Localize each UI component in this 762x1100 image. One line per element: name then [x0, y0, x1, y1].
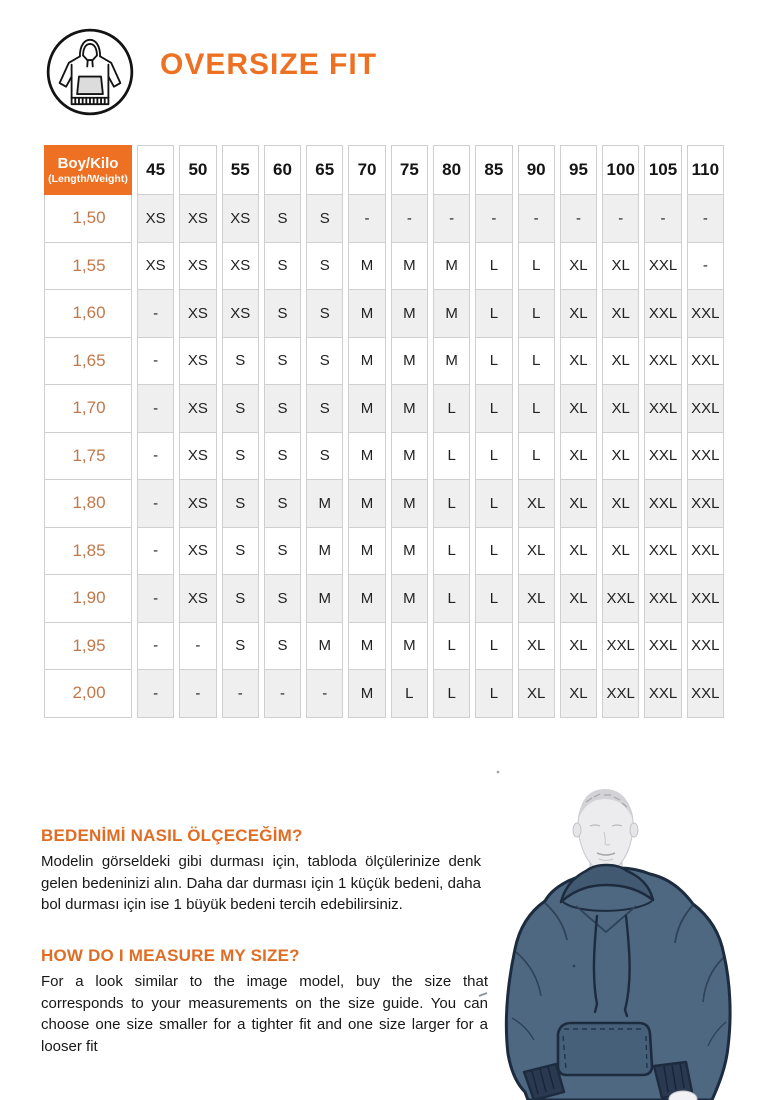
size-value-cell: L	[475, 243, 512, 291]
height-label-cell: 1,55	[44, 243, 132, 291]
size-value-cell: M	[348, 290, 385, 338]
size-value-cell: XS	[179, 480, 216, 528]
size-value-cell: M	[348, 385, 385, 433]
size-value-cell: -	[137, 433, 174, 481]
size-value-cell: M	[391, 338, 428, 386]
weight-header-cell: 85	[475, 145, 512, 195]
size-value-cell: -	[433, 195, 470, 243]
size-value-cell: M	[391, 528, 428, 576]
size-value-cell: XL	[560, 528, 597, 576]
size-value-cell: -	[518, 195, 555, 243]
size-value-cell: -	[137, 623, 174, 671]
size-value-cell: S	[306, 195, 343, 243]
size-value-cell: XS	[137, 243, 174, 291]
section-body-turkish: Modelin görseldeki gibi durması için, tabloda ölçülerinize denk gelen bedeninizi alın. Daha dar durması için 1 küçük bedeni, daha bol durması için ise 1 büyük bedeni tercih edebilirsiniz.	[41, 853, 481, 913]
size-value-cell: S	[264, 480, 301, 528]
size-value-cell: XXL	[644, 433, 681, 481]
weight-header-cell: 80	[433, 145, 470, 195]
size-value-cell: -	[391, 195, 428, 243]
size-value-cell: S	[264, 433, 301, 481]
height-label-cell: 1,60	[44, 290, 132, 338]
size-value-cell: M	[348, 433, 385, 481]
size-value-cell: L	[475, 385, 512, 433]
size-value-cell: S	[264, 385, 301, 433]
height-label-cell: 1,65	[44, 338, 132, 386]
size-value-cell: XXL	[687, 290, 724, 338]
size-table-row	[44, 433, 724, 481]
size-value-cell: XL	[602, 243, 639, 291]
size-value-cell: XS	[179, 575, 216, 623]
weight-header-cell: 60	[264, 145, 301, 195]
size-value-cell: XL	[602, 290, 639, 338]
size-chart-table	[39, 145, 729, 718]
size-value-cell: S	[222, 338, 259, 386]
height-label-cell: 1,70	[44, 385, 132, 433]
size-value-cell: S	[264, 338, 301, 386]
section-heading-turkish: BEDENİMİ NASIL ÖLÇECEĞİM?	[41, 826, 303, 845]
hoodie-model-illustration	[478, 766, 762, 1100]
size-value-cell: M	[391, 480, 428, 528]
size-value-cell: S	[306, 243, 343, 291]
size-table-row	[44, 290, 724, 338]
size-value-cell: S	[222, 575, 259, 623]
size-value-cell: XS	[222, 195, 259, 243]
size-value-cell: -	[602, 195, 639, 243]
size-value-cell: XXL	[687, 385, 724, 433]
size-value-cell: XS	[179, 338, 216, 386]
size-value-cell: -	[644, 195, 681, 243]
size-value-cell: -	[560, 195, 597, 243]
size-value-cell: M	[306, 480, 343, 528]
size-value-cell: XXL	[644, 623, 681, 671]
weight-header-cell: 100	[602, 145, 639, 195]
size-value-cell: XS	[179, 528, 216, 576]
size-value-cell: M	[348, 243, 385, 291]
size-value-cell: L	[475, 623, 512, 671]
size-value-cell: -	[687, 243, 724, 291]
size-value-cell: XXL	[602, 623, 639, 671]
height-label-cell: 1,80	[44, 480, 132, 528]
size-value-cell: XXL	[687, 338, 724, 386]
hoodie-model-sketch-svg	[478, 766, 762, 1100]
size-value-cell: XL	[560, 575, 597, 623]
height-label-cell: 1,50	[44, 195, 132, 243]
weight-header-cell: 90	[518, 145, 555, 195]
size-value-cell: XXL	[644, 243, 681, 291]
table-header-row	[44, 145, 724, 195]
size-value-cell: L	[433, 385, 470, 433]
size-value-cell: -	[137, 528, 174, 576]
size-value-cell: L	[433, 670, 470, 718]
size-value-cell: L	[475, 670, 512, 718]
size-value-cell: -	[348, 195, 385, 243]
corner-label-primary: Boy/Kilo	[57, 154, 119, 172]
size-value-cell: XL	[602, 338, 639, 386]
size-table-row	[44, 623, 724, 671]
size-value-cell: XXL	[644, 290, 681, 338]
size-value-cell: XXL	[687, 528, 724, 576]
size-value-cell: M	[348, 575, 385, 623]
size-value-cell: M	[306, 528, 343, 576]
size-table-row	[44, 670, 724, 718]
size-value-cell: XXL	[687, 480, 724, 528]
weight-header-cell: 95	[560, 145, 597, 195]
size-value-cell: L	[475, 480, 512, 528]
size-value-cell: M	[391, 623, 428, 671]
size-value-cell: M	[391, 243, 428, 291]
size-value-cell: -	[137, 480, 174, 528]
size-value-cell: S	[264, 243, 301, 291]
size-value-cell: M	[348, 670, 385, 718]
weight-header-cell: 75	[391, 145, 428, 195]
size-value-cell: XL	[518, 528, 555, 576]
size-value-cell: XXL	[687, 670, 724, 718]
size-value-cell: L	[475, 338, 512, 386]
size-value-cell: S	[264, 290, 301, 338]
size-value-cell: -	[222, 670, 259, 718]
size-value-cell: XL	[560, 290, 597, 338]
size-value-cell: S	[264, 528, 301, 576]
size-value-cell: M	[433, 243, 470, 291]
size-value-cell: M	[348, 338, 385, 386]
size-value-cell: S	[222, 480, 259, 528]
size-value-cell: S	[222, 433, 259, 481]
size-value-cell: S	[264, 195, 301, 243]
size-value-cell: XXL	[644, 385, 681, 433]
size-table-row	[44, 528, 724, 576]
size-value-cell: M	[348, 623, 385, 671]
size-value-cell: XXL	[644, 528, 681, 576]
size-table-row	[44, 243, 724, 291]
size-value-cell: -	[137, 575, 174, 623]
size-value-cell: -	[306, 670, 343, 718]
size-value-cell: L	[433, 433, 470, 481]
size-value-cell: L	[433, 528, 470, 576]
size-value-cell: M	[348, 528, 385, 576]
size-value-cell: L	[475, 290, 512, 338]
corner-label-secondary: (Length/Weight)	[48, 172, 128, 185]
size-value-cell: XS	[179, 243, 216, 291]
size-value-cell: XXL	[644, 575, 681, 623]
size-value-cell: XXL	[644, 338, 681, 386]
size-value-cell: XL	[518, 623, 555, 671]
size-value-cell: XL	[560, 670, 597, 718]
size-value-cell: XL	[560, 385, 597, 433]
size-value-cell: XS	[179, 385, 216, 433]
size-value-cell: L	[433, 575, 470, 623]
size-value-cell: -	[137, 338, 174, 386]
size-value-cell: XL	[560, 623, 597, 671]
weight-header-cell: 65	[306, 145, 343, 195]
size-value-cell: XL	[560, 433, 597, 481]
size-table-row	[44, 480, 724, 528]
page-title: OVERSIZE FIT	[160, 48, 378, 81]
size-value-cell: L	[433, 623, 470, 671]
size-value-cell: M	[391, 290, 428, 338]
height-label-cell: 1,75	[44, 433, 132, 481]
size-value-cell: XL	[560, 480, 597, 528]
size-value-cell: L	[433, 480, 470, 528]
size-value-cell: XXL	[602, 670, 639, 718]
size-value-cell: -	[179, 670, 216, 718]
size-value-cell: L	[518, 290, 555, 338]
size-value-cell: XL	[602, 480, 639, 528]
size-value-cell: -	[179, 623, 216, 671]
weight-header-cell: 50	[179, 145, 216, 195]
size-value-cell: S	[306, 290, 343, 338]
size-value-cell: L	[518, 433, 555, 481]
size-value-cell: S	[264, 623, 301, 671]
size-value-cell: M	[433, 338, 470, 386]
size-value-cell: XS	[179, 195, 216, 243]
size-value-cell: M	[348, 480, 385, 528]
section-heading-english: HOW DO I MEASURE MY SIZE?	[41, 946, 300, 965]
size-value-cell: L	[475, 528, 512, 576]
size-value-cell: S	[306, 385, 343, 433]
weight-header-cell: 45	[137, 145, 174, 195]
size-value-cell: -	[264, 670, 301, 718]
size-value-cell: XS	[222, 290, 259, 338]
size-value-cell: S	[306, 338, 343, 386]
size-value-cell: XS	[179, 433, 216, 481]
size-value-cell: M	[391, 385, 428, 433]
corner-header-cell	[44, 145, 132, 195]
size-value-cell: -	[137, 670, 174, 718]
size-value-cell: XXL	[644, 670, 681, 718]
size-value-cell: M	[306, 623, 343, 671]
size-value-cell: -	[137, 290, 174, 338]
size-value-cell: XL	[560, 338, 597, 386]
size-value-cell: L	[475, 575, 512, 623]
height-label-cell: 1,95	[44, 623, 132, 671]
size-value-cell: XL	[602, 385, 639, 433]
size-value-cell: XL	[518, 670, 555, 718]
size-value-cell: XL	[518, 480, 555, 528]
size-value-cell: XXL	[644, 480, 681, 528]
weight-header-cell: 105	[644, 145, 681, 195]
weight-header-cell: 55	[222, 145, 259, 195]
size-value-cell: M	[306, 575, 343, 623]
size-value-cell: M	[391, 575, 428, 623]
weight-header-cell: 110	[687, 145, 724, 195]
height-label-cell: 1,90	[44, 575, 132, 623]
size-value-cell: XL	[602, 433, 639, 481]
brand-header	[44, 26, 377, 118]
size-value-cell: S	[222, 528, 259, 576]
size-table-row	[44, 575, 724, 623]
size-value-cell: -	[687, 195, 724, 243]
size-value-cell: XXL	[687, 433, 724, 481]
size-value-cell: XXL	[602, 575, 639, 623]
size-value-cell: L	[475, 433, 512, 481]
size-value-cell: L	[391, 670, 428, 718]
size-value-cell: S	[264, 575, 301, 623]
size-value-cell: XS	[222, 243, 259, 291]
size-value-cell: XL	[560, 243, 597, 291]
height-label-cell: 2,00	[44, 670, 132, 718]
size-value-cell: S	[306, 433, 343, 481]
size-value-cell: -	[475, 195, 512, 243]
size-value-cell: XS	[179, 290, 216, 338]
size-value-cell: L	[518, 243, 555, 291]
size-value-cell: S	[222, 623, 259, 671]
size-value-cell: M	[391, 433, 428, 481]
section-body-english: For a look similar to the image model, buy the size that corresponds to your measurements on the size guide. You can choose one size smaller for a tighter fit and one size larger for a looser fit	[41, 973, 488, 1055]
size-value-cell: XL	[602, 528, 639, 576]
size-value-cell: XXL	[687, 575, 724, 623]
size-value-cell: L	[518, 385, 555, 433]
size-value-cell: XS	[137, 195, 174, 243]
hoodie-badge-icon	[44, 26, 136, 118]
size-value-cell: XXL	[687, 623, 724, 671]
height-label-cell: 1,85	[44, 528, 132, 576]
size-table-row	[44, 338, 724, 386]
weight-header-cell: 70	[348, 145, 385, 195]
size-value-cell: XL	[518, 575, 555, 623]
size-table-row	[44, 385, 724, 433]
size-value-cell: L	[518, 338, 555, 386]
size-table-row	[44, 195, 724, 243]
size-value-cell: -	[137, 385, 174, 433]
size-value-cell: M	[433, 290, 470, 338]
size-value-cell: S	[222, 385, 259, 433]
